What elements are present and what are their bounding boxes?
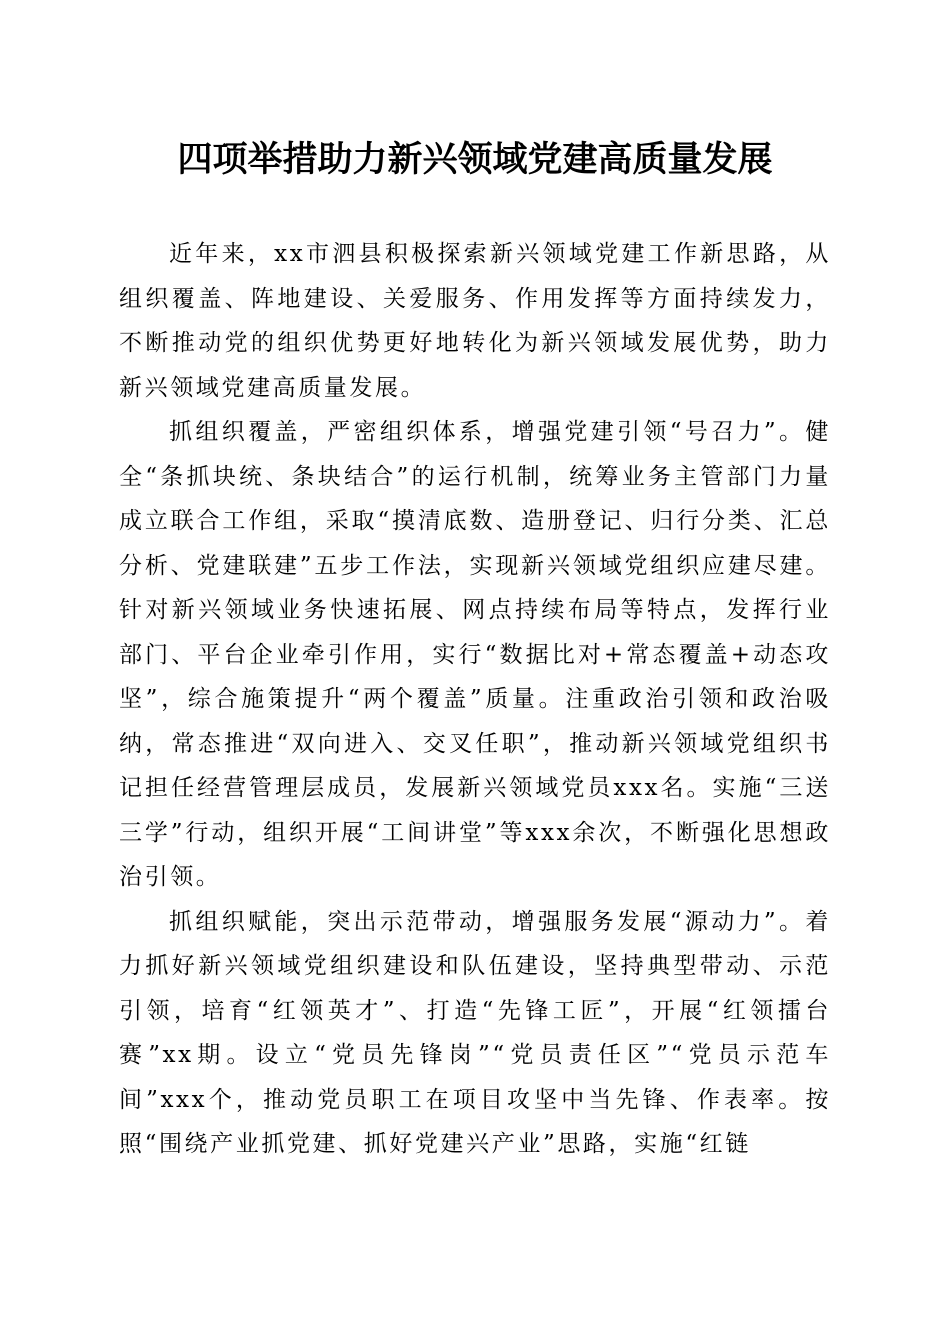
document-body (119, 232, 831, 1167)
paragraph-organization-empowerment: 抓组织赋能，突出示范带动，增强服务发展“源动力”。着力抓好新兴领域党组织建设和队伍建设，坚持典型带动、示范引领，培育“红领英才”、打造“先锋工匠”，开展“红领擂台赛”xx期。设立“党员先锋岗”“党员责任区”“党员示范车间”xxx个，推动党员职工在项目攻坚中当先锋、作表率。按照“围绕产业抓党建、抓好党建兴产业”思路，实施“红链 (119, 908, 831, 1157)
paragraph-intro: 近年来，xx市泗县积极探索新兴领域党建工作新思路，从组织覆盖、阵地建设、关爱服务、作用发挥等方面持续发力，不断推动党的组织优势更好地转化为新兴领域发展优势，助力新兴领域党建高质量发展。 (119, 241, 831, 401)
paragraph-organization-coverage: 抓组织覆盖，严密组织体系，增强党建引领“号召力”。健全“条抓块统、条块结合”的运行机制，统筹业务主管部门力量成立联合工作组，采取“摸清底数、造册登记、归行分类、汇总分析、党建联建”五步工作法，实现新兴领域党组织应建尽建。针对新兴领域业务快速拓展、网点持续布局等特点，发挥行业部门、平台企业牵引作用，实行“数据比对+常态覆盖+动态攻坚”，综合施策提升“两个覆盖”质量。注重政治引领和政治吸纳，常态推进“双向进入、交叉任职”，推动新兴领域党组织书记担任经营管理层成员，发展新兴领域党员xxx名。实施“三送三学”行动，组织开展“工间讲堂”等xxx余次，不断强化思想政治引领。 (119, 419, 831, 890)
document-title: 四项举措助力新兴领域党建高质量发展 (177, 139, 773, 180)
